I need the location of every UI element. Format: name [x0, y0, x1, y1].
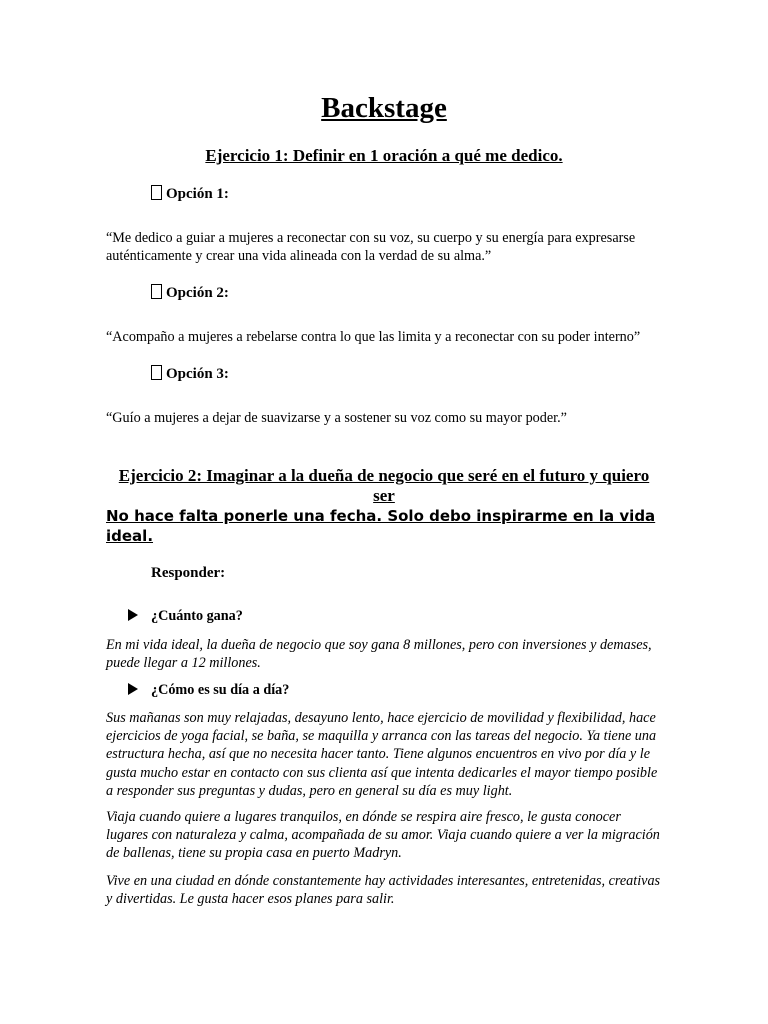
option-3-text: “Guío a mujeres a dejar de suavizarse y a sostener su voz como su mayor poder.” [106, 410, 567, 426]
option-2-text: “Acompaño a mujeres a rebelarse contra lo que las limita y a reconectar con su poder interno” [106, 329, 641, 345]
arrow-bullet-icon [128, 683, 138, 695]
option-3-label [151, 365, 229, 383]
option-1-label-text: Opción 1: [166, 186, 229, 202]
document-title: Backstage [321, 92, 447, 124]
exercise-2-heading: Ejercicio 2: Imaginar a la dueña de negocio que seré en el futuro y quiero ser [118, 466, 650, 505]
option-1-text: “Me dedico a guiar a mujeres a reconectar con su voz, su cuerpo y su energía para expresarse auténticamente y crear una vida alineada con la verdad de su alma.” [106, 230, 636, 264]
question-1 [128, 608, 243, 625]
checkbox-icon [151, 185, 162, 200]
checkbox-icon [151, 284, 162, 299]
option-2-label-text: Opción 2: [166, 285, 229, 301]
option-2-label [151, 284, 229, 302]
answer-2-paragraph-3: Vive en una ciudad en dónde constantemente hay actividades interesantes, entretenidas, creativas y divertidas. Le gusta hacer esos planes para salir. [106, 873, 661, 908]
exercise-2-subheading: No hace falta ponerle una fecha. Solo debo inspirarme en la vida ideal. [106, 507, 656, 545]
option-1-label [151, 185, 229, 203]
arrow-bullet-icon [128, 609, 138, 621]
exercise-1-heading: Ejercicio 1: Definir en 1 oración a qué me dedico. [205, 146, 563, 165]
answer-1-paragraph-1: En mi vida ideal, la dueña de negocio que soy gana 8 millones, pero con inversiones y demases, puede llegar a 12 millones. [106, 637, 652, 672]
answer-2-paragraph-2: Viaja cuando quiere a lugares tranquilos, en dónde se respira aire fresco, le gusta conocer lugares con naturaleza y calma, acompañada de su amor. Viaja cuando quiere a ver la migración de ballenas, tiene su propia casa en puerto Madryn. [106, 809, 660, 862]
answer-2-paragraph-1: Sus mañanas son muy relajadas, desayuno lento, hace ejercicio de movilidad y flexibilidad, hace ejercicios de yoga facial, se baña, se maquilla y arranca con las tareas del negocio. Ya tiene una estructura hecha, así que no necesita hacer tanto. Tiene algunos encuentros en vivo por día y le gusta mucho estar en contacto con sus clienta así que intenta dedicarles el mayor tiempo posible a responder sus preguntas y dudas, pero en general su día es muy light. [106, 710, 658, 799]
question-2-text: ¿Cómo es su día a día? [151, 682, 290, 698]
checkbox-icon [151, 365, 162, 380]
question-2 [128, 682, 289, 699]
responder-label: Responder: [151, 565, 226, 581]
question-1-text: ¿Cuánto gana? [151, 608, 243, 624]
option-3-label-text: Opción 3: [166, 366, 229, 382]
